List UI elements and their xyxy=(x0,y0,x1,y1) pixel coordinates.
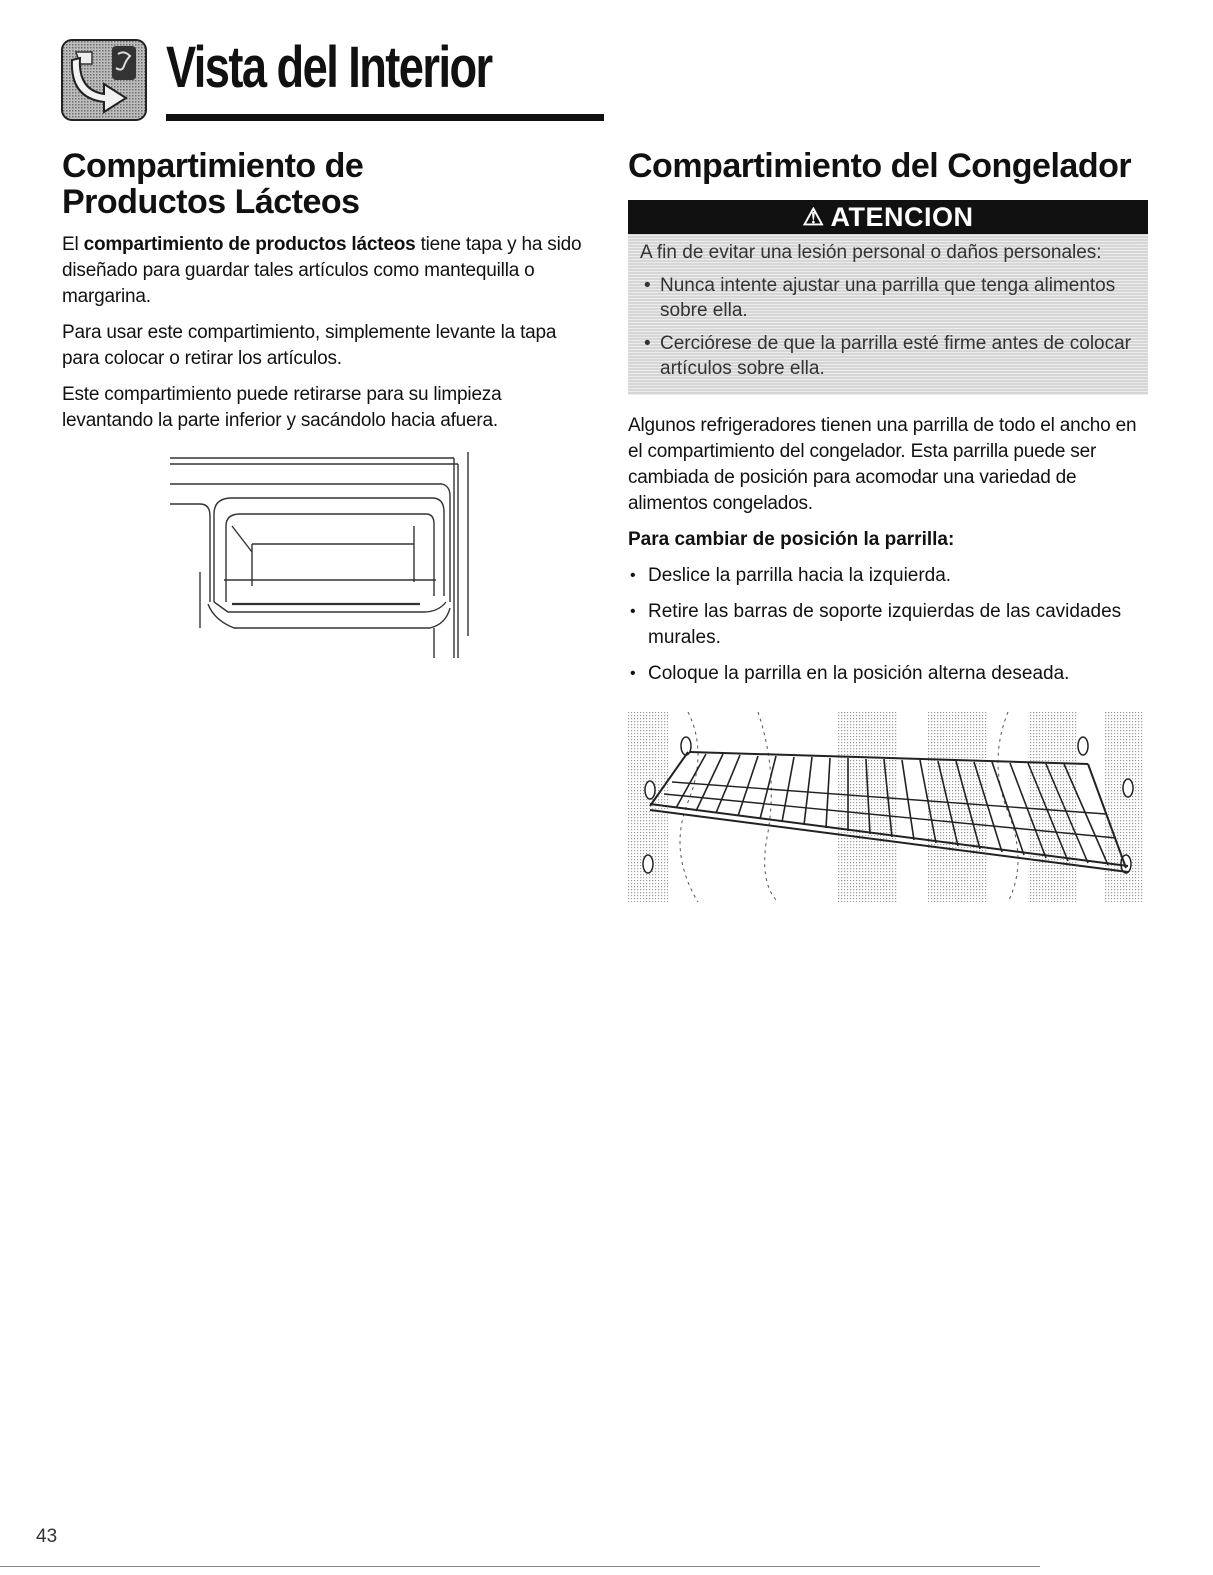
caution-header xyxy=(628,200,1148,234)
section-heading-dairy: Compartimiento de Productos Lácteos xyxy=(62,147,364,221)
warning-triangle-icon: ⚠ xyxy=(802,203,825,231)
page-header xyxy=(60,32,545,124)
freezer-paragraph-1: Algunos refrigeradores tienen una parrilla de todo el ancho en el compartimiento del congelador. Esta parrilla puede ser cambiada de posición para acomodar una variedad de alimentos congelados. xyxy=(628,415,1137,514)
dairy-paragraph-3: Este compartimiento puede retirarse para su limpieza levantando la parte inferior y sacándolo hacia afuera. xyxy=(62,384,502,431)
dairy-compartment-illustration xyxy=(170,452,480,662)
caution-body xyxy=(628,234,1148,395)
pointing-arrow-icon xyxy=(60,38,148,122)
caution-item: • Nunca intente ajustar una parrilla que tenga alimentos sobre ella. xyxy=(640,273,1138,323)
freezer-steps-list xyxy=(628,563,1148,687)
caution-list xyxy=(640,273,1138,381)
freezer-shelf-illustration xyxy=(628,712,1144,902)
freezer-step: • Retire las barras de soporte izquierdas de las cavidades murales. xyxy=(628,599,1148,651)
caution-item: • Cerciórese de que la parrilla esté firme antes de colocar artículos sobre ella. xyxy=(640,331,1138,381)
caution-box xyxy=(628,200,1148,395)
dairy-para1-suffix: tiene tapa y ha sido diseñado para guardar tales artículos como mantequilla o margarina. xyxy=(62,234,582,307)
freezer-subheading: Para cambiar de posición la parrilla: xyxy=(628,529,955,550)
page-number: 43 xyxy=(36,1526,58,1547)
section-heading-freezer: Compartimiento del Congelador xyxy=(628,147,1132,185)
dairy-paragraph-2: Para usar este compartimiento, simplemente levante la tapa para colocar o retirar los artículos. xyxy=(62,322,557,369)
caution-title: ATENCION xyxy=(830,201,974,232)
dairy-compartment-section xyxy=(62,148,582,444)
caution-intro: A fin de evitar una lesión personal o daños personales: xyxy=(640,242,1102,263)
title-rule xyxy=(166,114,604,121)
bottom-rule xyxy=(0,1566,1040,1567)
freezer-step: • Coloque la parrilla en la posición alterna deseada. xyxy=(628,661,1148,687)
dairy-paragraph-1 xyxy=(62,232,582,310)
freezer-compartment-section xyxy=(628,148,1148,697)
dairy-para1-bold: compartimiento de productos lácteos xyxy=(83,234,416,255)
freezer-step: • Deslice la parrilla hacia la izquierda. xyxy=(628,563,1148,589)
dairy-para1-prefix: El xyxy=(62,234,84,255)
page-title: Vista del Interior xyxy=(166,35,492,100)
